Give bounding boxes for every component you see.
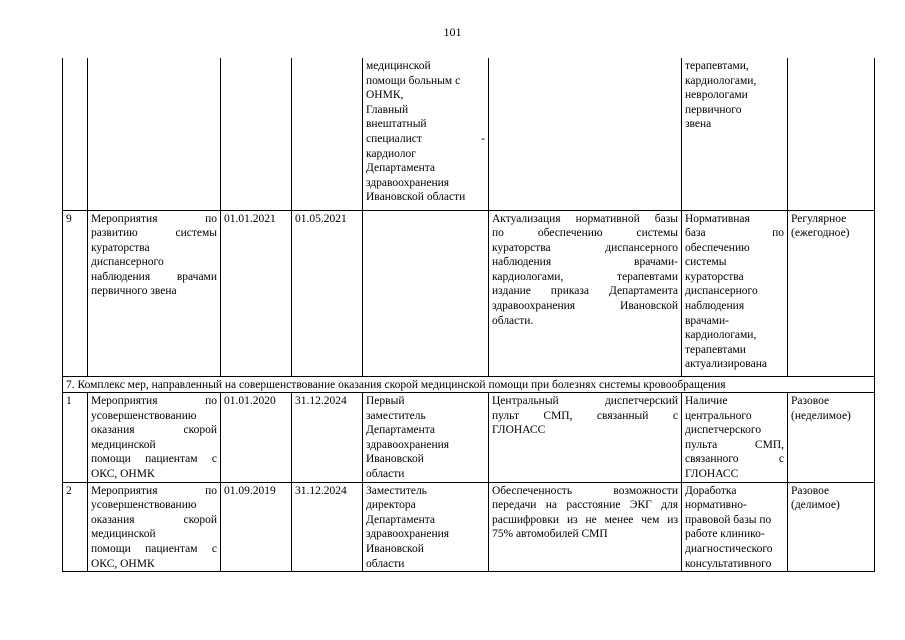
cell-line: Первый bbox=[366, 395, 405, 408]
cell-num bbox=[63, 58, 88, 210]
cell-line: первичного bbox=[685, 103, 742, 116]
cell-line: ГЛОНАСС bbox=[685, 468, 739, 481]
cell-line: диагностического bbox=[685, 543, 773, 556]
cell-num: 2 bbox=[63, 482, 88, 572]
cell-line: медицинской bbox=[366, 60, 431, 72]
cell-line: Департамента bbox=[366, 513, 436, 526]
cell-line: наблюдения врачами- bbox=[492, 256, 678, 269]
cell-type bbox=[788, 58, 875, 210]
cell-line: связанного с bbox=[685, 453, 784, 466]
cell-line: центрального bbox=[685, 409, 752, 422]
cell-line: Доработка bbox=[685, 484, 737, 497]
cell-end: 31.12.2024 bbox=[292, 482, 363, 572]
cell-line: (ежегодное) bbox=[791, 227, 850, 240]
cell-start bbox=[221, 58, 292, 210]
cell-type bbox=[788, 482, 875, 572]
table-row-2 bbox=[63, 482, 875, 572]
cell-line: Регулярное bbox=[791, 212, 847, 225]
cell-line: Разовое bbox=[791, 484, 830, 497]
section-heading-row bbox=[63, 376, 875, 393]
cell-name bbox=[88, 482, 221, 572]
cell-line: усовершенствованию bbox=[91, 409, 197, 422]
cell-line: терапевтами, bbox=[685, 60, 749, 72]
cell-line: диспансерного bbox=[685, 285, 758, 298]
table-row-9 bbox=[63, 210, 875, 376]
cell-line: пульт СМП, связанный с bbox=[492, 409, 678, 422]
cell-line: заместитель bbox=[366, 409, 426, 422]
cell-line: ОКС, ОНМК bbox=[91, 468, 155, 481]
cell-line: кардиологами, bbox=[685, 74, 757, 87]
cell-responsible bbox=[363, 482, 489, 572]
cell-description bbox=[489, 482, 682, 572]
activities-table bbox=[62, 58, 875, 572]
cell-line: здравоохранения bbox=[366, 176, 450, 189]
cell-line: Заместитель bbox=[366, 484, 427, 497]
cell-line: Актуализация нормативной базы bbox=[492, 212, 678, 225]
cell-line: нормативно- bbox=[685, 499, 747, 512]
cell-line: усовершенствованию bbox=[91, 499, 197, 512]
cell-line: Департамента bbox=[366, 162, 436, 175]
cell-line: Департамента bbox=[366, 424, 436, 437]
section-7-title: 7. Комплекс мер, направленный на совершенствование оказания скорой медицинской помощи при болезнях системы кровообращения bbox=[63, 376, 875, 393]
cell-line: кураторства bbox=[91, 241, 150, 254]
cell-line: Центральный диспетчерский bbox=[492, 395, 678, 408]
cell-line: оказания скорой bbox=[91, 513, 217, 526]
cell-line: области bbox=[366, 557, 405, 570]
cell-line: наблюдения bbox=[685, 300, 745, 313]
cell-line: оказания скорой bbox=[91, 424, 217, 437]
cell-line: по обеспечению системы bbox=[492, 227, 678, 240]
cell-line: первичного звена bbox=[91, 285, 177, 298]
cell-line: здравоохранения bbox=[366, 438, 450, 451]
cell-name bbox=[88, 393, 221, 483]
cell-line: Нормативная bbox=[685, 212, 750, 225]
cell-result bbox=[682, 393, 788, 483]
cell-line: кардиолог bbox=[366, 147, 416, 160]
cell-end: 31.12.2024 bbox=[292, 393, 363, 483]
cell-line: расшифровки из не менее чем из bbox=[492, 513, 678, 526]
cell-responsible bbox=[363, 210, 489, 376]
cell-responsible bbox=[363, 58, 489, 210]
cell-line: помощи пациентам с bbox=[91, 543, 217, 556]
cell-start: 01.09.2019 bbox=[221, 482, 292, 572]
cell-line: Мероприятия по bbox=[91, 484, 217, 497]
cell-line: Обеспеченность возможности bbox=[492, 484, 678, 497]
cell-responsible bbox=[363, 393, 489, 483]
cell-line: звена bbox=[685, 118, 712, 131]
cell-result bbox=[682, 210, 788, 376]
cell-result bbox=[682, 482, 788, 572]
cell-end: 01.05.2021 bbox=[292, 210, 363, 376]
cell-line: специалист - bbox=[366, 132, 485, 145]
cell-num: 9 bbox=[63, 210, 88, 376]
cell-result bbox=[682, 58, 788, 210]
cell-num: 1 bbox=[63, 393, 88, 483]
cell-line: помощи больным с bbox=[366, 74, 461, 87]
cell-line: 75% автомобилей СМП bbox=[492, 528, 608, 541]
cell-line: база по bbox=[685, 227, 784, 240]
cell-line: ОНМК, bbox=[366, 89, 404, 102]
page-number: 101 bbox=[443, 25, 462, 39]
cell-line: директора bbox=[366, 499, 416, 512]
cell-line: неврологами bbox=[685, 89, 748, 102]
cell-line: здравоохранения bbox=[366, 528, 450, 541]
cell-line: кардиологами, bbox=[685, 329, 757, 342]
cell-line: здравоохранения Ивановской bbox=[492, 300, 678, 313]
cell-line: Ивановской bbox=[366, 543, 424, 556]
cell-line: внештатный bbox=[366, 118, 427, 131]
cell-name bbox=[88, 58, 221, 210]
cell-type bbox=[788, 210, 875, 376]
cell-line: Мероприятия по bbox=[91, 395, 217, 408]
cell-line: Мероприятия по bbox=[91, 212, 217, 225]
cell-line: работе клинико- bbox=[685, 528, 765, 541]
cell-line: кураторства bbox=[685, 270, 744, 283]
cell-line: медицинской bbox=[91, 528, 156, 541]
cell-line: наблюдения врачами bbox=[91, 270, 217, 283]
cell-line: диспансерного bbox=[91, 256, 164, 269]
cell-line: правовой базы по bbox=[685, 513, 772, 526]
cell-line: системы bbox=[685, 256, 727, 269]
table-row-1 bbox=[63, 393, 875, 483]
cell-line: ГЛОНАСС bbox=[492, 424, 546, 437]
cell-line: передачи на расстояние ЭКГ для bbox=[492, 499, 678, 512]
cell-line: терапевтами bbox=[685, 343, 746, 356]
cell-line: кураторства диспансерного bbox=[492, 241, 678, 254]
cell-line: (делимое) bbox=[791, 499, 840, 512]
cell-line: кардиологами, терапевтами bbox=[492, 270, 678, 283]
cell-type bbox=[788, 393, 875, 483]
cell-start: 01.01.2020 bbox=[221, 393, 292, 483]
cell-line: области. bbox=[492, 314, 534, 327]
cell-description bbox=[489, 393, 682, 483]
cell-description bbox=[489, 210, 682, 376]
cell-line: издание приказа Департамента bbox=[492, 285, 678, 298]
cell-line: Наличие bbox=[685, 395, 728, 408]
cell-line: обеспечению bbox=[685, 241, 750, 254]
cell-line: развитию системы bbox=[91, 227, 217, 240]
cell-line: пульта СМП, bbox=[685, 438, 784, 451]
cell-line: области bbox=[366, 468, 405, 481]
cell-line: Главный bbox=[366, 103, 409, 116]
cell-line: медицинской bbox=[91, 438, 156, 451]
cell-line: актуализирована bbox=[685, 358, 767, 371]
cell-line: консультативного bbox=[685, 557, 772, 570]
cell-line: помощи пациентам с bbox=[91, 453, 217, 466]
cell-line: врачами- bbox=[685, 314, 729, 327]
cell-end bbox=[292, 58, 363, 210]
cell-line: ОКС, ОНМК bbox=[91, 557, 155, 570]
cell-name bbox=[88, 210, 221, 376]
cell-line: (неделимое) bbox=[791, 409, 851, 422]
continuation-row bbox=[63, 58, 875, 210]
cell-description bbox=[489, 58, 682, 210]
cell-line: Ивановской области bbox=[366, 191, 466, 204]
cell-start: 01.01.2021 bbox=[221, 210, 292, 376]
cell-line: Ивановской bbox=[366, 453, 424, 466]
cell-line: Разовое bbox=[791, 395, 830, 408]
cell-line: диспетчерского bbox=[685, 424, 762, 437]
